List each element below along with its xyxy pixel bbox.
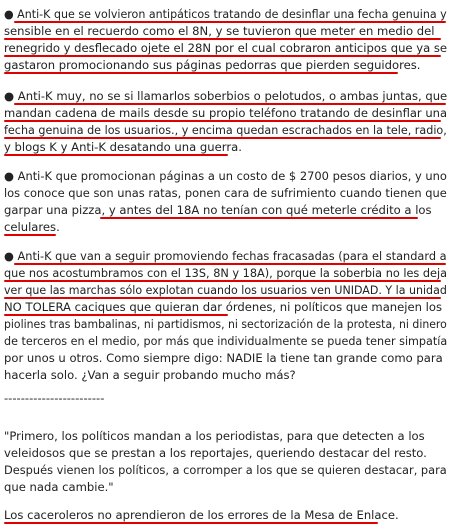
paragraph-4-line-2: que nos acostumbramos con el 13S, 8N y 18A), porque la soberbia no les deja: [4, 266, 448, 280]
red-underline: [14, 21, 446, 23]
paragraph-4-line-4: NO TOLERA caciques que quieran dar órdenes, ni políticos que manejen los: [4, 300, 443, 314]
red-underline: [4, 154, 228, 156]
paragraph-1-line-2: sensible en el recuerdo como el 8N, y se tuvieron que meter en medio del: [4, 24, 435, 38]
paragraph-4-line-1: ● Anti-K que van a seguir promoviendo fechas fracasadas (para el standard a: [4, 249, 447, 263]
red-underline: [4, 234, 56, 236]
paragraph-4-line-8: hacerla solo. ¿Van a seguir probando mucho más?: [4, 368, 296, 382]
closing-line: Los caceroleros no aprendieron de los errores de la Mesa de Enlace.: [4, 508, 399, 522]
quote-line-1: "Primero, los políticos mandan a los periodistas, para que detecten a los: [4, 429, 425, 443]
paragraph-4-line-7: por unos u otros. Como siempre digo: NADIE la tiene tan grande como para: [4, 351, 443, 365]
paragraph-1-line-1: ● Anti-K que se volvieron antipáticos tratando de desinflar una fecha genuina y: [4, 7, 447, 21]
paragraph-2-line-1: ● Anti-K muy, no se si llamarlos soberbios o pelotudos, o ambas juntas, que: [4, 89, 448, 103]
red-underline: [4, 297, 441, 299]
paragraph-2-line-2: mandan cadena de mails desde su propio teléfono tratando de desinflar una: [4, 106, 448, 120]
red-underline: [4, 55, 441, 57]
paragraph-2-line-4: y blogs K y Anti-K desatando una guerra.: [4, 140, 242, 154]
paragraph-4-line-5: piolines tras bambalinas, ni partidismos, ni sectorización de la protesta, ni dinero: [4, 317, 447, 331]
red-underline: [4, 522, 378, 524]
quote-line-2: veleidosos que se prestan a los reportajes, queriendo destacar del resto.: [4, 446, 427, 460]
red-underline: [4, 280, 441, 282]
paragraph-4-line-3: ver que las marchas sólo explotan cuando los usuarios ven UNIDAD. Y la unidad: [4, 283, 447, 297]
paragraph-4-line-6: de terceros en el medio, por más que individualmente se pueda tener simpatía: [4, 334, 448, 348]
paragraph-3-line-1: ● Anti-K que promocionan páginas a un costo de $ 2700 pesos diarios, y uno: [4, 169, 447, 183]
red-underline: [4, 38, 441, 40]
paragraph-3-line-3: garpar una pizza, y antes del 18A no tenían con qué meterle crédito a los: [4, 203, 432, 217]
red-underline: [4, 120, 441, 122]
paragraph-1-line-4: gastaron promocionando sus páginas pedorras que pierden seguidores.: [4, 58, 421, 72]
red-underline: [100, 217, 418, 219]
red-underline: [4, 314, 228, 316]
red-underline: [4, 72, 398, 74]
quote-line-4: que nada cambie.": [4, 480, 114, 494]
separator: ------------------------: [4, 391, 105, 405]
red-underline: [14, 103, 446, 105]
red-underline: [14, 263, 446, 265]
paragraph-3-line-4: celulares.: [4, 220, 60, 234]
paragraph-1-line-3: renegrido y desflecado ojete el 28N por el cual cobraron anticipos que ya se: [4, 41, 448, 55]
paragraph-2-line-3: fecha genuina de los usuarios., y encima quedan escrachados en la tele, radio,: [4, 123, 447, 137]
paragraph-3-line-2: los conoce que son unas ratas, ponen cara de sufrimiento cuando tienen que: [4, 186, 447, 200]
quote-line-3: Después vienen los políticos, a corromper a los que se quieren destacar, para: [4, 463, 447, 477]
red-underline: [4, 137, 441, 139]
